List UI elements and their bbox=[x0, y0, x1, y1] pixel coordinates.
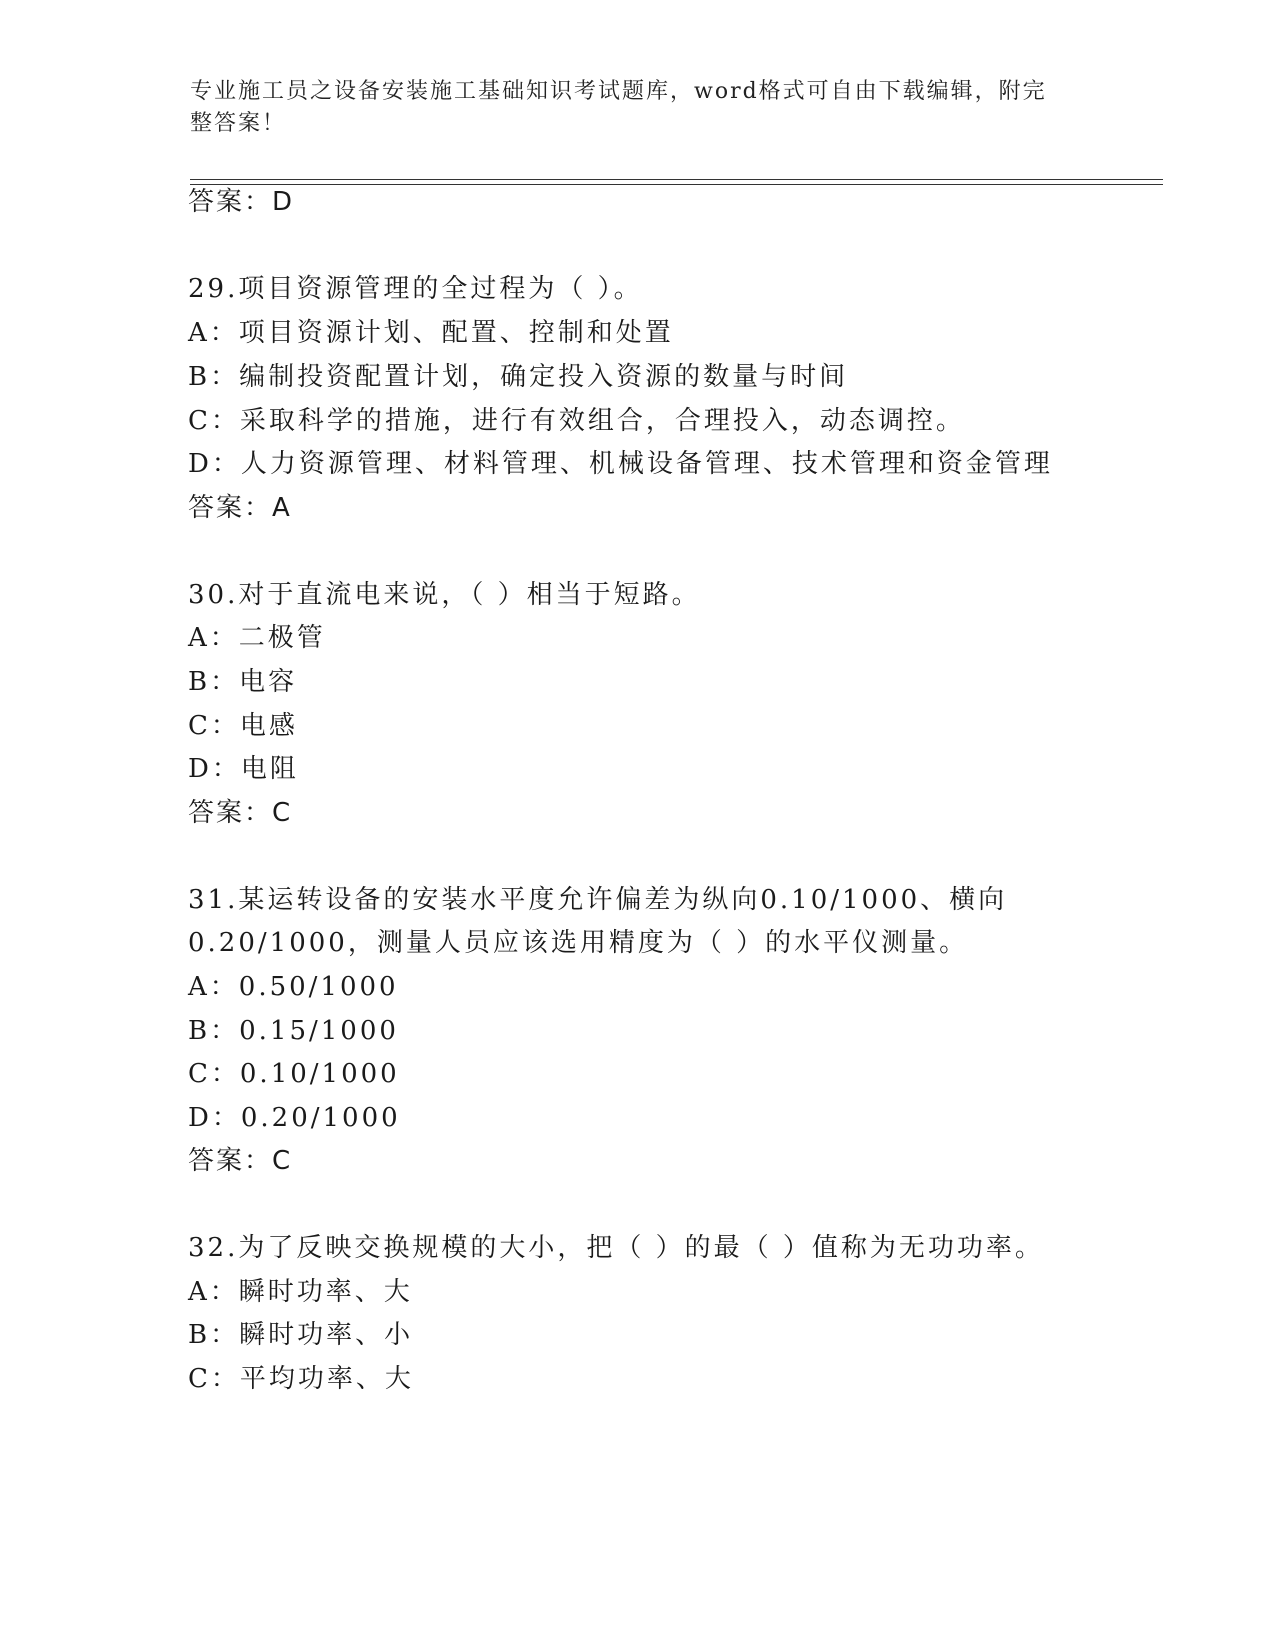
option-c: C：平均功率、大 bbox=[188, 1364, 414, 1394]
question-stem: 30.对于直流电来说，（ ）相当于短路。 bbox=[188, 580, 701, 610]
option-a: A：0.50/1000 bbox=[188, 972, 399, 1002]
question-stem: 29.项目资源管理的全过程为（ ）。 bbox=[188, 274, 643, 304]
document-header: 专业施工员之设备安装施工基础知识考试题库，word格式可自由下载编辑，附完整答案！ bbox=[190, 79, 1047, 136]
header-divider-top bbox=[190, 179, 1163, 180]
answer-line: 答案：C bbox=[188, 798, 293, 828]
question-stem-continued: 0.20/1000，测量人员应该选用精度为（ ）的水平仪测量。 bbox=[188, 928, 969, 958]
answer-line: 答案：C bbox=[188, 1146, 293, 1176]
option-b: B：0.15/1000 bbox=[188, 1016, 399, 1046]
option-a: A：瞬时功率、大 bbox=[188, 1277, 413, 1307]
option-c: C：0.10/1000 bbox=[188, 1059, 400, 1089]
option-d: D：0.20/1000 bbox=[188, 1103, 401, 1133]
option-b: B：瞬时功率、小 bbox=[188, 1320, 414, 1350]
option-d: D：人力资源管理、材料管理、机械设备管理、技术管理和资金管理 bbox=[188, 449, 1053, 479]
option-a: A：二极管 bbox=[188, 623, 326, 653]
option-b: B：电容 bbox=[188, 667, 298, 697]
question-stem: 31.某运转设备的安装水平度允许偏差为纵向0.10/1000、横向 bbox=[188, 885, 1008, 915]
option-d: D：电阻 bbox=[188, 754, 299, 784]
option-c: C：电感 bbox=[188, 711, 298, 741]
question-stem: 32.为了反映交换规模的大小，把（ ）的最（ ）值称为无功功率。 bbox=[188, 1233, 1044, 1263]
answer-line: 答案：D bbox=[188, 187, 295, 217]
option-c: C：采取科学的措施，进行有效组合，合理投入，动态调控。 bbox=[188, 406, 965, 436]
option-b: B：编制投资配置计划，确定投入资源的数量与时间 bbox=[188, 362, 849, 392]
header-divider-bottom bbox=[190, 184, 1163, 185]
option-a: A：项目资源计划、配置、控制和处置 bbox=[188, 318, 674, 348]
answer-line: 答案：A bbox=[188, 493, 292, 523]
